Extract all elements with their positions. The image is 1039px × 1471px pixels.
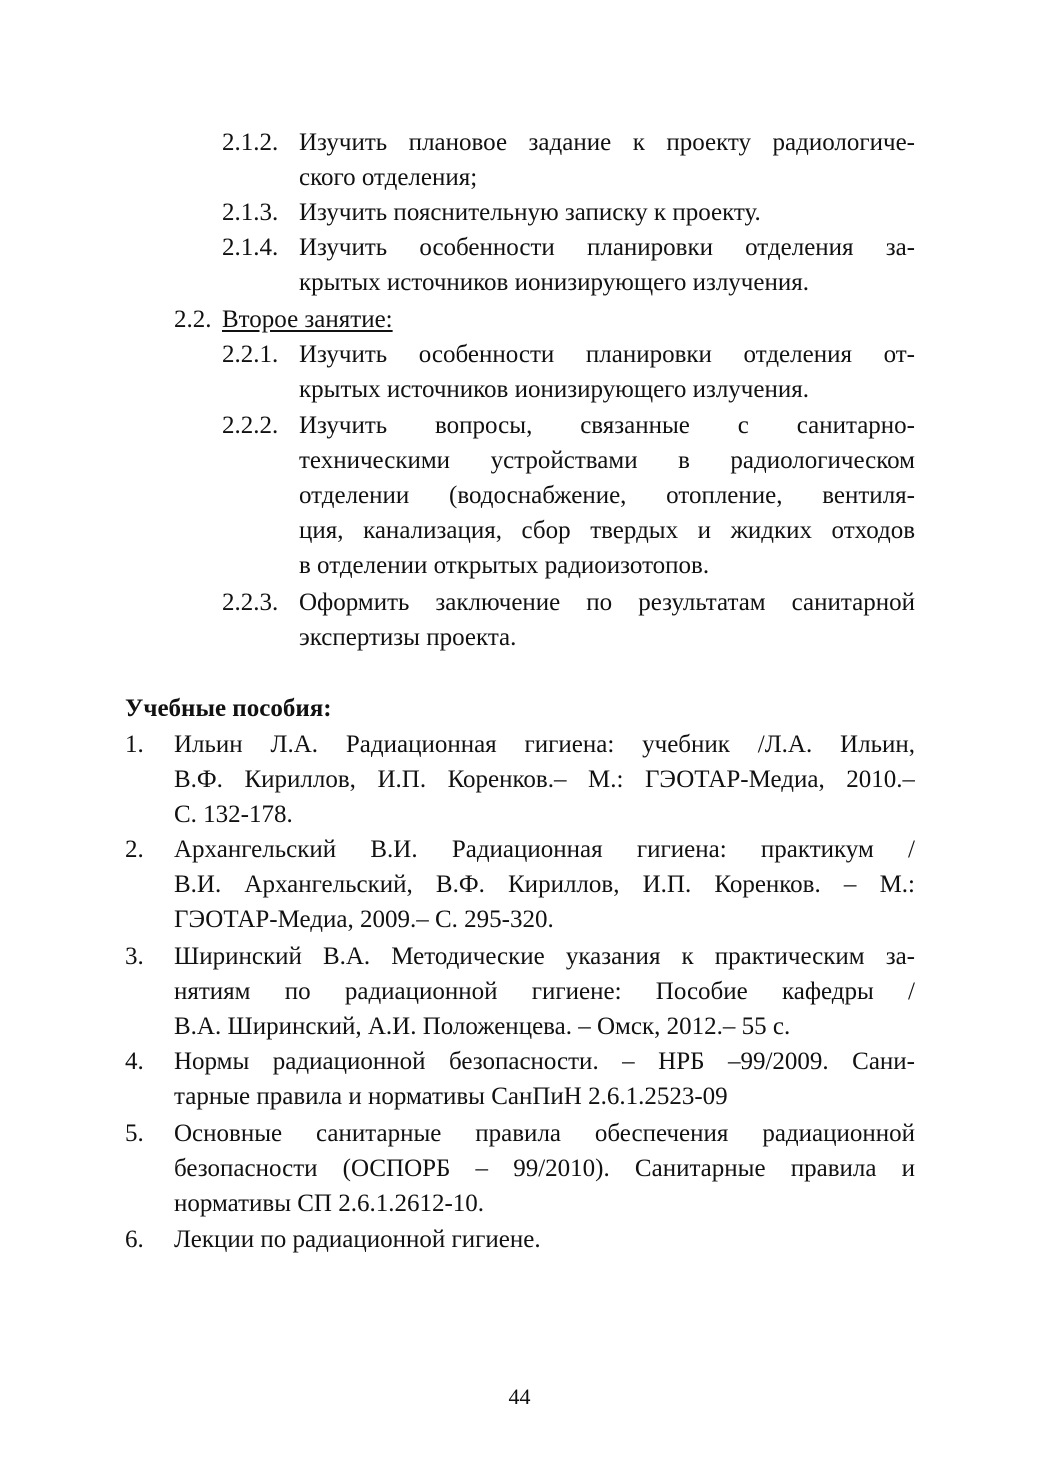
reference-line: Архангельский В.И. Радиационная гигиена: практикум / (174, 836, 915, 863)
reference-line: В.И. Архангельский, В.Ф. Кириллов, И.П. Коренков. – М.: (174, 871, 915, 898)
task-text-line: Изучить пояснительную записку к проекту. (299, 199, 761, 226)
reference-line: Ильин Л.А. Радиационная гигиена: учебник /Л.А. Ильин, (174, 731, 915, 758)
section-number: 2.2. (174, 306, 212, 333)
task-text-line: Изучить особенности планировки отделения от- (299, 341, 915, 368)
reference-line: ГЭОТАР-Медиа, 2009.– С. 295-320. (174, 906, 554, 933)
references-heading: Учебные пособия: (125, 695, 332, 722)
reference-line: тарные правила и нормативы СанПиН 2.6.1.2523-09 (174, 1083, 728, 1110)
reference-line: Ширинский В.А. Методические указания к практическим за- (174, 943, 915, 970)
reference-line: Нормы радиационной безопасности. – НРБ –99/2009. Сани- (174, 1048, 915, 1075)
reference-line: нятиям по радиационной гигиене: Пособие кафедры / (174, 978, 915, 1005)
reference-line: В.Ф. Кириллов, И.П. Коренков.– М.: ГЭОТАР-Медиа, 2010.– (174, 766, 915, 793)
reference-line: Лекции по радиационной гигиене. (174, 1226, 541, 1253)
task-text-line: Изучить особенности планировки отделения за- (299, 234, 915, 261)
task-number: 2.1.3. (222, 199, 279, 226)
task-text-line: в отделении открытых радиоизотопов. (299, 552, 710, 579)
task-number: 2.1.2. (222, 129, 279, 156)
reference-number: 6. (125, 1226, 144, 1253)
reference-number: 4. (125, 1048, 144, 1075)
reference-number: 1. (125, 731, 144, 758)
task-text-line: экспертизы проекта. (299, 624, 517, 651)
section-title: Второе занятие: (222, 306, 393, 333)
reference-line: Основные санитарные правила обеспечения радиационной (174, 1120, 915, 1147)
reference-number: 3. (125, 943, 144, 970)
task-text-line: техническими устройствами в радиологическом (299, 447, 915, 474)
reference-line: В.А. Ширинский, А.И. Положенцева. – Омск, 2012.– 55 с. (174, 1013, 791, 1040)
reference-number: 5. (125, 1120, 144, 1147)
task-text-line: Изучить вопросы, связанные с санитарно- (299, 412, 915, 439)
page-number: 44 (508, 1384, 531, 1409)
reference-line: С. 132-178. (174, 801, 293, 828)
task-number: 2.1.4. (222, 234, 279, 261)
task-text-line: отделении (водоснабжение, отопление, вентиля- (299, 482, 915, 509)
task-text-line: ского отделения; (299, 164, 478, 191)
task-text-line: ция, канализация, сбор твердых и жидких отходов (299, 517, 915, 544)
task-number: 2.2.3. (222, 589, 279, 616)
task-text-line: Изучить плановое задание к проекту радиологиче- (299, 129, 915, 156)
task-number: 2.2.2. (222, 412, 279, 439)
task-text-line: крытых источников ионизирующего излучения. (299, 269, 809, 296)
reference-line: нормативы СП 2.6.1.2612-10. (174, 1190, 485, 1217)
task-number: 2.2.1. (222, 341, 279, 368)
reference-line: безопасности (ОСПОРБ – 99/2010). Санитарные правила и (174, 1155, 915, 1182)
task-text-line: Оформить заключение по результатам санитарной (299, 589, 915, 616)
reference-number: 2. (125, 836, 144, 863)
task-text-line: крытых источников ионизирующего излучения. (299, 376, 809, 403)
